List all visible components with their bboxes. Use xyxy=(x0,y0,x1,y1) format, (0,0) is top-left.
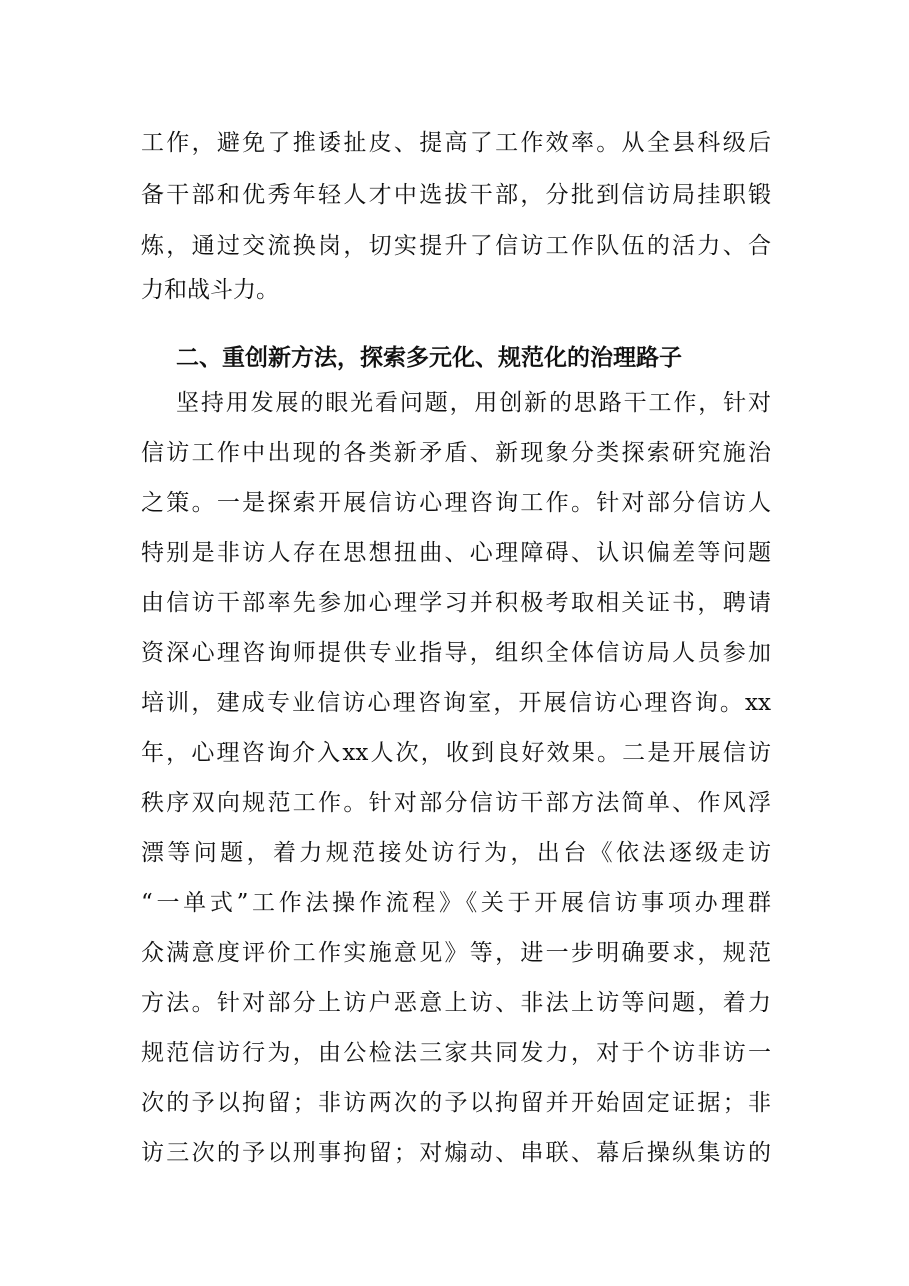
paragraph-line: 方法。针对部分上访户恶意上访、非法上访等问题，着力 xyxy=(141,990,771,1016)
paragraph-line: 工作，避免了推诿扯皮、提高了工作效率。从全县科级后 xyxy=(141,130,771,156)
paragraph-line: 访三次的予以刑事拘留；对煽动、串联、幕后操纵集访的 xyxy=(141,1140,771,1166)
paragraph-line: “一单式”工作法操作流程》《关于开展信访事项办理群 xyxy=(141,890,771,916)
paragraph-line: 特别是非访人存在思想扭曲、心理障碍、认识偏差等问题 xyxy=(141,540,771,566)
paragraph-line: 信访工作中出现的各类新矛盾、新现象分类探索研究施治 xyxy=(141,440,771,466)
paragraph-line: 规范信访行为，由公检法三家共同发力，对于个访非访一 xyxy=(141,1040,771,1066)
paragraph-line: 之策。一是探索开展信访心理咨询工作。针对部分信访人 xyxy=(141,490,771,516)
paragraph-line: 坚持用发展的眼光看问题，用创新的思路干工作，针对 xyxy=(176,390,771,416)
paragraph-line: 漂等问题，着力规范接处访行为，出台《依法逐级走访 xyxy=(141,840,771,866)
paragraph-line: 资深心理咨询师提供专业指导，组织全体信访局人员参加 xyxy=(141,640,771,666)
section-heading: 二、重创新方法，探索多元化、规范化的治理路子 xyxy=(176,345,682,371)
paragraph-line: 秩序双向规范工作。针对部分信访干部方法简单、作风浮 xyxy=(141,790,771,816)
paragraph-line: 炼，通过交流换岗，切实提升了信访工作队伍的活力、合 xyxy=(141,233,771,259)
paragraph-line: 力和战斗力。 xyxy=(141,277,279,303)
paragraph-line: 众满意度评价工作实施意见》等，进一步明确要求，规范 xyxy=(141,940,771,966)
paragraph-line: 备干部和优秀年轻人才中选拔干部，分批到信访局挂职锻 xyxy=(141,182,771,208)
paragraph-line: 由信访干部率先参加心理学习并积极考取相关证书，聘请 xyxy=(141,590,771,616)
paragraph-line: 次的予以拘留；非访两次的予以拘留并开始固定证据；非 xyxy=(141,1090,771,1116)
paragraph-line: 年，心理咨询介入xx人次，收到良好效果。二是开展信访 xyxy=(141,740,771,766)
paragraph-line: 培训，建成专业信访心理咨询室，开展信访心理咨询。xx xyxy=(141,690,771,716)
